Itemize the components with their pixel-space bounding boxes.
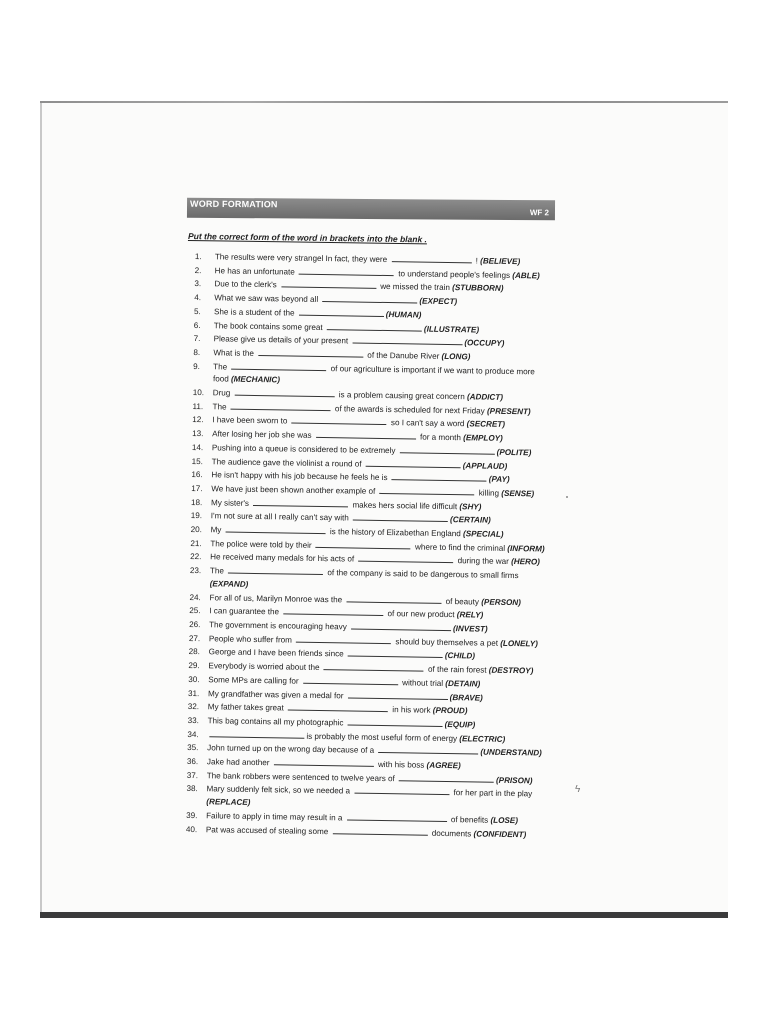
item-number: 21. <box>190 538 202 548</box>
answer-blank[interactable] <box>299 306 384 316</box>
item-number: 13. <box>192 429 204 439</box>
sentence-before: Please give us details of your present <box>213 334 351 346</box>
sentence-after: of the rain forest <box>425 664 489 675</box>
item-number: 26. <box>189 619 201 630</box>
answer-blank[interactable] <box>354 785 449 795</box>
base-word: (POLITE) <box>496 447 532 458</box>
sentence-before: Mary suddenly felt sick, so we needed a <box>206 784 353 796</box>
base-word: (PRESENT) <box>486 406 531 417</box>
item-number: 15. <box>191 456 204 466</box>
base-word: (RELY) <box>456 610 484 620</box>
item-number: 5. <box>193 306 201 316</box>
item-number: 17. <box>191 483 203 494</box>
sentence-before: My sister's <box>210 497 252 508</box>
answer-blank[interactable] <box>281 279 376 289</box>
sentence-before: John turned up on the wrong day because of a <box>207 743 377 756</box>
sentence-before: This bag contains all my photographic <box>207 716 346 728</box>
base-word: (ILLUSTRATE) <box>423 324 480 334</box>
sentence-after: where to find the criminal <box>412 542 508 553</box>
answer-blank[interactable] <box>292 415 387 425</box>
base-word: (UNDERSTAND) <box>480 747 542 758</box>
item-number: 27. <box>188 633 201 643</box>
sentence-before: Pushing into a queue is considered to be extremely <box>211 443 398 456</box>
worksheet-title: WORD FORMATION <box>189 198 278 210</box>
item-number: 6. <box>193 320 201 330</box>
item-number: 38. <box>186 784 198 794</box>
sentence-after: of the Danube River <box>365 350 442 361</box>
sentence-before: After losing her job she was <box>212 429 314 441</box>
answer-blank[interactable] <box>348 689 448 700</box>
base-word: (APPLAUD) <box>462 460 508 471</box>
sentence-after: of our agriculture is important if we want to produce more <box>328 363 535 376</box>
answer-blank[interactable] <box>258 347 363 358</box>
sentence-before: He received many medals for his acts of <box>210 552 357 565</box>
sentence-before: I have been sworn to <box>212 415 290 426</box>
sentence-before: My father takes great <box>207 702 287 713</box>
sentence-after: is a problem causing great concern <box>336 390 468 402</box>
worksheet-code: WF 2 <box>529 208 550 218</box>
sentence-after: ! <box>473 256 481 266</box>
base-word: (PAY) <box>488 474 510 485</box>
answer-blank[interactable] <box>392 471 487 481</box>
answer-blank[interactable] <box>352 335 462 346</box>
item-number: 37. <box>186 770 199 780</box>
item-number: 7. <box>193 334 201 344</box>
item-number: 8. <box>193 347 201 358</box>
sentence-before: The results were very strangel In fact, they were <box>214 252 390 265</box>
answer-blank[interactable] <box>231 400 331 411</box>
base-word: (CHILD) <box>444 651 476 661</box>
sentence-before: I'm not sure at all I really can't say with <box>210 511 352 523</box>
sentence-after: in his work <box>390 705 433 715</box>
item-number: 22. <box>190 552 202 562</box>
item-number: 1. <box>194 251 202 262</box>
base-word: (LONELY) <box>500 638 538 649</box>
sentence-before: People who suffer from <box>208 633 295 645</box>
paper-left-edge <box>40 103 42 916</box>
sentence-after: for her part in the play <box>451 788 533 799</box>
answer-blank[interactable] <box>226 524 326 535</box>
answer-blank[interactable] <box>327 321 422 331</box>
answer-blank[interactable] <box>332 825 427 835</box>
answer-blank[interactable] <box>296 633 391 643</box>
base-word: (SENSE) <box>501 488 535 499</box>
base-word: (CONFIDENT) <box>473 828 527 839</box>
base-word: (PERSON) <box>481 597 521 607</box>
worksheet-header <box>187 198 555 221</box>
answer-blank[interactable] <box>253 497 348 507</box>
sentence-after: of our new product <box>385 609 457 620</box>
item-number: 20. <box>190 525 202 535</box>
answer-blank[interactable] <box>316 539 411 549</box>
sentence-before: The police were told by their <box>210 539 314 550</box>
base-word: (PROUD) <box>432 705 468 716</box>
sentence-after: we missed the train <box>377 282 453 293</box>
sentence-before: What is the <box>213 348 257 358</box>
item-number: 12. <box>192 415 204 425</box>
answer-blank[interactable] <box>324 661 424 672</box>
sentence-after: of the company is said to be dangerous to small firms <box>325 568 519 581</box>
base-word: (EXPAND) <box>209 579 249 589</box>
base-word: (SPECIAL) <box>462 529 504 539</box>
answer-blank[interactable] <box>378 744 478 755</box>
instruction-text: Put the correct form of the word in brackets into the blank . <box>187 231 428 245</box>
sentence-before: He has an unfortunate <box>214 266 298 277</box>
answer-blank[interactable] <box>348 716 443 726</box>
item-number: 35. <box>187 743 199 753</box>
base-word: (AGREE) <box>426 760 461 771</box>
sentence-before: The bank robbers were sentenced to twelve years of <box>206 770 398 783</box>
answer-blank[interactable] <box>366 457 461 467</box>
answer-blank[interactable] <box>235 387 335 398</box>
sentence-before: Everybody is worried about the <box>208 661 322 673</box>
base-word: (HUMAN) <box>385 309 422 320</box>
base-word: (EMPLOY) <box>463 433 503 443</box>
sentence-after: during the war <box>455 556 512 567</box>
answer-blank[interactable] <box>380 485 475 495</box>
answer-blank[interactable] <box>358 553 453 563</box>
paper-bottom-edge <box>40 912 728 918</box>
base-word: (SECRET) <box>466 419 506 430</box>
answer-blank[interactable] <box>288 702 388 713</box>
item-number: 32. <box>187 702 200 712</box>
sentence-before: Pat was accused of stealing some <box>205 824 331 836</box>
sentence-after: of benefits <box>448 814 491 825</box>
answer-blank[interactable] <box>346 593 441 603</box>
sentence-before: She is a student of the <box>213 307 297 318</box>
sentence-before: What we saw was beyond all <box>214 293 321 305</box>
answer-blank[interactable] <box>299 265 394 275</box>
sentence-after: of beauty <box>443 596 482 607</box>
item-number: 18. <box>190 497 203 507</box>
item-number: 2. <box>194 265 202 275</box>
base-word: (LONG) <box>441 351 471 362</box>
answer-blank[interactable] <box>348 648 443 658</box>
sentence-before: Jake had another <box>206 757 272 768</box>
base-word: (BRAVE) <box>449 692 483 703</box>
item-number: 16. <box>191 470 203 480</box>
base-word: (OCCUPY) <box>464 338 505 349</box>
item-number: 24. <box>189 592 201 602</box>
sentence-after: should buy themselves a pet <box>393 636 501 648</box>
sentence-after: with his boss <box>375 759 427 770</box>
item-number: 23. <box>189 566 202 576</box>
sentence-before: My <box>210 525 224 535</box>
item-number: 33. <box>187 715 199 726</box>
answer-blank[interactable] <box>274 756 374 767</box>
base-word: (ADDICT) <box>466 392 504 402</box>
sentence-before: For all of us, Marilyn Monroe was the <box>209 592 345 604</box>
base-word: (REPLACE) <box>206 797 251 808</box>
sentence-before: The <box>209 566 227 576</box>
answer-blank[interactable] <box>399 772 494 782</box>
sentence-after: without trial <box>399 678 446 688</box>
exercise-list <box>186 250 565 842</box>
stray-mark <box>566 496 568 498</box>
answer-blank[interactable] <box>209 728 304 738</box>
answer-blank[interactable] <box>231 360 326 370</box>
base-word: (INVEST) <box>452 624 488 634</box>
sentence-after: of the awards is scheduled for next Friday <box>332 403 488 416</box>
sentence-after: documents <box>429 828 474 838</box>
base-word: (DETAIN) <box>445 678 481 689</box>
sentence-before: George and I have been friends since <box>208 647 346 659</box>
base-word: (CERTAIN) <box>450 515 491 526</box>
item-number: 34. <box>187 729 199 739</box>
item-number: 40. <box>185 824 198 834</box>
answer-blank[interactable] <box>347 811 447 822</box>
sentence-before: My grandfather was given a medal for <box>207 688 346 700</box>
item-number: 4. <box>194 293 202 303</box>
sentence-before: I can guarantee the <box>209 606 282 617</box>
sentence-before: The government is encouraging heavy <box>209 620 350 632</box>
sentence-before: The audience gave the violinist a round of <box>211 456 364 469</box>
answer-blank[interactable] <box>303 675 398 685</box>
answer-blank[interactable] <box>228 565 323 575</box>
item-number: 9. <box>193 361 201 371</box>
sentence-before: We have just been shown another example of <box>211 484 378 496</box>
sentence-before: The <box>212 402 229 412</box>
sentence-before: The book contains some great <box>213 320 326 332</box>
sentence-before: Failure to apply in time may result in a <box>206 811 345 823</box>
item-number: 31. <box>187 688 200 698</box>
base-word: (PRISON) <box>495 775 533 786</box>
answer-blank[interactable] <box>283 606 383 617</box>
base-word: (STUBBORN) <box>452 283 504 294</box>
sentence-after: killing <box>476 488 502 498</box>
item-number: 3. <box>194 279 202 289</box>
sentence-before: The <box>213 361 230 372</box>
sentence-after: makes hers social life difficult <box>350 500 460 511</box>
base-word: (ELECTRIC) <box>459 733 506 744</box>
sentence-after: for a month <box>417 432 464 443</box>
answer-blank[interactable] <box>322 293 417 303</box>
sentence-before: He isn't happy with his job because he feels he is <box>211 470 390 483</box>
item-number: 29. <box>188 661 200 671</box>
sentence-after: is the history of Elizabethan England <box>327 527 464 539</box>
pen-mark: ϟ <box>575 784 581 795</box>
item-number: 30. <box>188 674 200 684</box>
base-word: (EQUIP) <box>444 719 476 730</box>
base-word: (SHY) <box>459 501 482 512</box>
base-word: (INFORM) <box>507 543 545 554</box>
base-word: (ABLE) <box>512 270 540 281</box>
answer-blank[interactable] <box>400 444 495 454</box>
item-number: 19. <box>190 511 203 521</box>
sentence-before: Some MPs are calling for <box>208 675 301 686</box>
base-word: (BELIEVE) <box>480 256 521 267</box>
answer-blank[interactable] <box>391 253 471 263</box>
answer-blank[interactable] <box>351 620 451 631</box>
item-number: 11. <box>192 401 204 411</box>
answer-blank[interactable] <box>353 512 448 522</box>
item-number: 36. <box>186 756 199 767</box>
sentence-after: is probably the most useful form of energy <box>306 731 460 743</box>
base-word: (LOSE) <box>490 815 519 825</box>
sentence-before: Due to the clerk's <box>214 279 280 290</box>
item-number: 25. <box>189 606 201 616</box>
item-number: 39. <box>186 810 198 820</box>
sentence-continuation: food <box>212 374 232 384</box>
sentence-after: to understand people's feelings <box>395 268 513 280</box>
base-word: (HERO) <box>511 557 540 567</box>
base-word: (EXPECT) <box>419 296 458 307</box>
sentence-after: so I can't say a word <box>388 418 467 429</box>
item-number: 28. <box>188 647 201 657</box>
item-number: 10. <box>192 388 205 398</box>
answer-blank[interactable] <box>316 429 416 440</box>
base-word: (MECHANIC) <box>230 374 281 385</box>
base-word: (DESTROY) <box>488 665 534 676</box>
item-number: 14. <box>191 442 204 452</box>
sentence-before: Drug <box>212 388 233 398</box>
